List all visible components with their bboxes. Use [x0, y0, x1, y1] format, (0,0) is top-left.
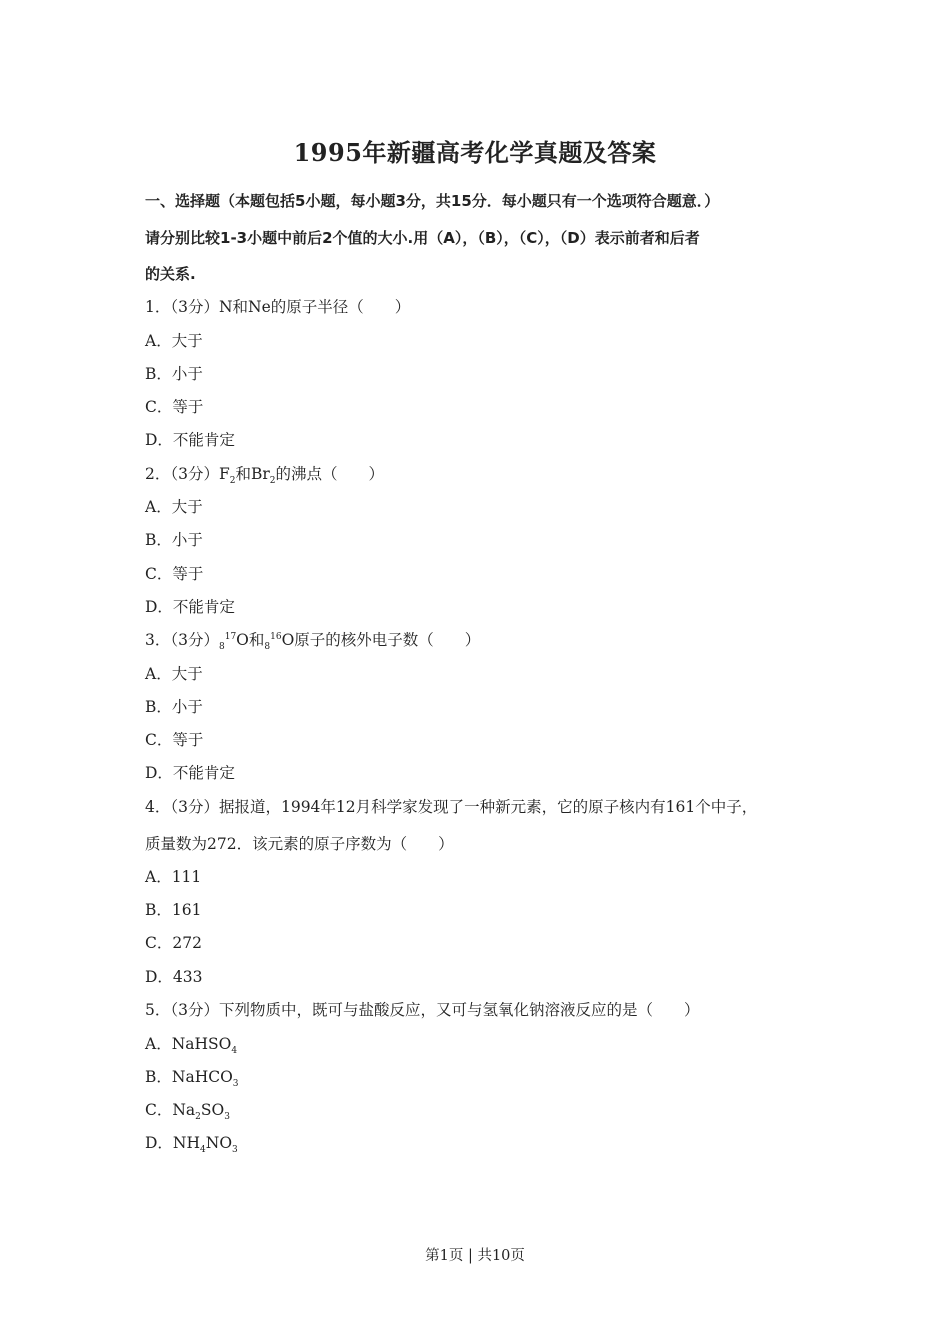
question-5-option-b: [145, 1067, 239, 1090]
q5-d-mid: NO: [205, 1134, 233, 1152]
section-instruction: 请分别比较1-3小题中前后2个值的大小.用（A），（B），（C），（D）表示前者和后者: [145, 229, 700, 247]
q5-d-subscript: 4: [200, 1145, 206, 1156]
section-heading: 一、选择题（本题包括5小题，每小题3分，共15分．每小题只有一个选项符合题意．）: [145, 192, 720, 210]
q2-mid: 和Br: [235, 465, 270, 483]
question-2-stem: [145, 464, 385, 487]
question-3-option-b: B．小于: [145, 698, 203, 716]
q2-subscript: 2: [269, 476, 276, 487]
q3-mid: O和: [236, 631, 265, 649]
question-3-option-a: A．大于: [145, 665, 203, 683]
question-5-option-c: [145, 1100, 230, 1123]
question-3-option-d: D．不能肯定: [145, 764, 235, 782]
q2-prefix: 2．（3分）F: [145, 465, 230, 483]
question-3-stem: [145, 630, 481, 653]
q3-suffix: O原子的核外电子数（ ）: [281, 631, 481, 649]
q5-d-pre: D．NH: [145, 1134, 201, 1152]
q2-subscript: 2: [229, 476, 236, 487]
q2-suffix: 的沸点（ ）: [275, 465, 385, 483]
q5-b-subscript: 3: [232, 1079, 239, 1090]
q5-c-pre: C．Na: [145, 1101, 196, 1119]
q3-atomic-number: 8: [218, 642, 225, 653]
q5-a-label: A．NaHSO: [145, 1035, 232, 1053]
q5-c-subscript: 2: [195, 1112, 201, 1123]
question-2-option-b: B．小于: [145, 531, 203, 549]
question-5-option-d: [145, 1133, 238, 1156]
q5-c-subscript: 3: [224, 1112, 230, 1123]
question-1-option-b: B．小于: [145, 365, 203, 383]
section-instruction-cont: 的关系.: [145, 265, 196, 283]
q5-d-subscript: 3: [232, 1145, 238, 1156]
question-3-option-c: C．等于: [145, 731, 204, 749]
question-1-stem: 1．（3分）N和Ne的原子半径（ ）: [145, 298, 411, 316]
q5-b-label: B．NaHCO: [145, 1068, 233, 1086]
question-4-stem-cont: 质量数为272．该元素的原子序数为（ ）: [145, 835, 454, 853]
question-4-option-a: A．111: [145, 868, 202, 886]
question-4-option-c: C．272: [145, 934, 202, 952]
question-2-option-c: C．等于: [145, 565, 204, 583]
q5-c-mid: SO: [200, 1101, 225, 1119]
question-4-option-b: B．161: [145, 901, 202, 919]
question-4-option-d: D．433: [145, 968, 203, 986]
q5-a-subscript: 4: [231, 1046, 238, 1057]
page-footer: 第1页 | 共10页: [425, 1248, 525, 1264]
q3-mass-number: 16: [270, 631, 282, 642]
question-1-option-a: A．大于: [145, 332, 203, 350]
q3-atomic-number: 8: [264, 642, 271, 653]
question-2-option-a: A．大于: [145, 498, 203, 516]
question-5-option-a: [145, 1034, 238, 1057]
q3-prefix: 3．（3分）: [145, 631, 219, 649]
question-4-stem: 4．（3分）据报道，1994年12月科学家发现了一种新元素，它的原子核内有161个中子，: [145, 798, 758, 816]
question-5-stem: 5．（3分）下列物质中，既可与盐酸反应，又可与氢氧化钠溶液反应的是（ ）: [145, 1001, 700, 1019]
question-1-option-d: D．不能肯定: [145, 431, 235, 449]
q3-mass-number: 17: [224, 631, 237, 642]
question-2-option-d: D．不能肯定: [145, 598, 235, 616]
page-title: 1995年新疆高考化学真题及答案: [293, 138, 657, 167]
question-1-option-c: C．等于: [145, 398, 204, 416]
